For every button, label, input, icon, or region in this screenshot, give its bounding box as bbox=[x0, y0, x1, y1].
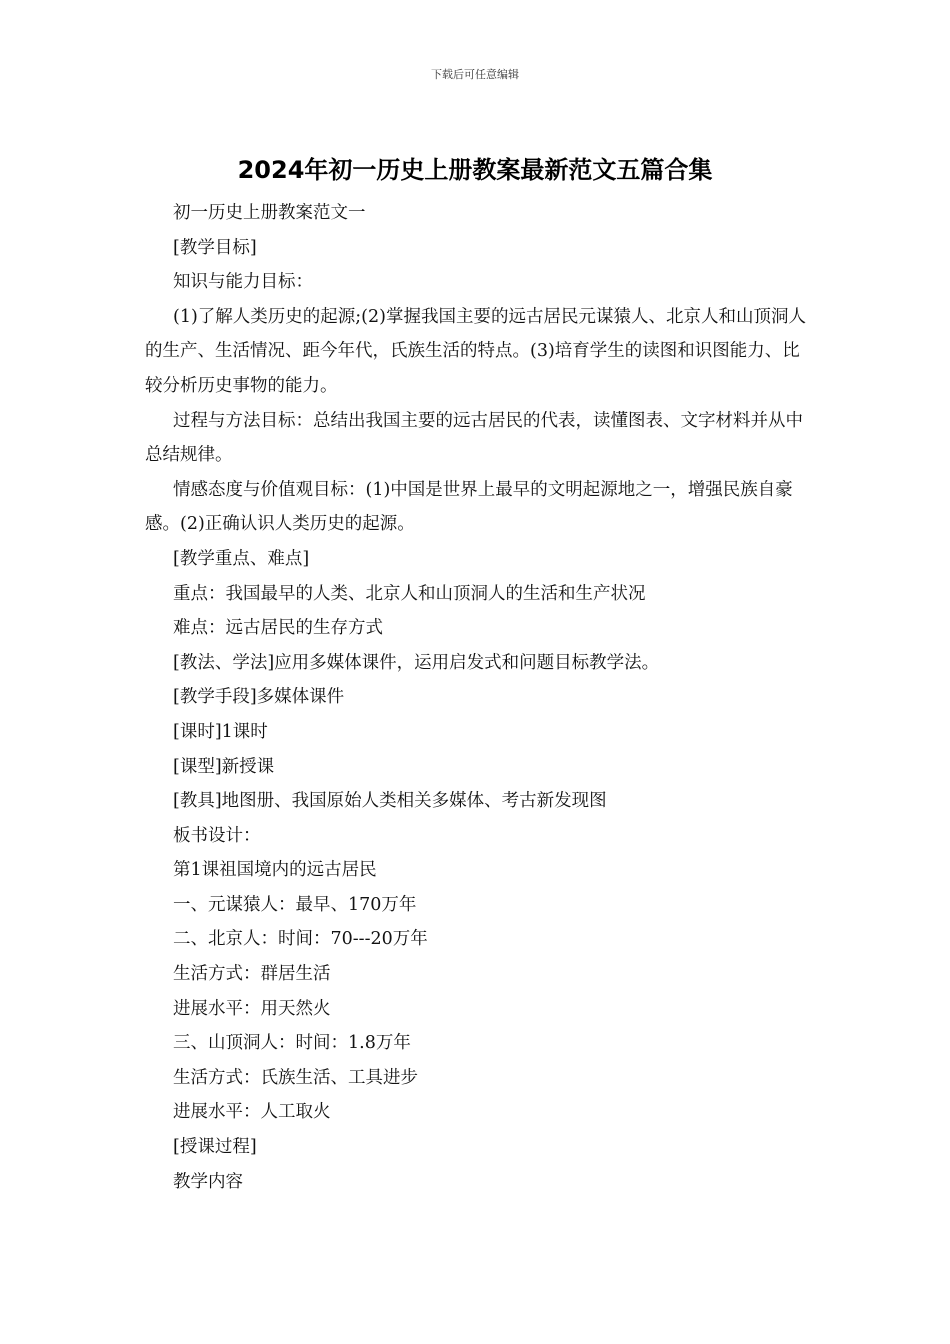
board-line: 二、北京人：时间：70---20万年 bbox=[173, 929, 428, 950]
paragraph-knowledge-goals: (1)了解人类历史的起源;(2)掌握我国主要的远古居民元谋猿人、北京人和山顶洞人的生产、生活情况、距今年代，氏族生活的特点。(3)培育学生的读图和识图能力、比较分析历史事物的能力。 bbox=[145, 306, 806, 396]
document-title: 2024年初一历史上册教案最新范文五篇合集 bbox=[237, 156, 713, 184]
paragraph-methods: [教法、学法]应用多媒体课件，运用启发式和问题目标教学法。 bbox=[173, 652, 660, 673]
board-line: 一、元谋猿人：最早、170万年 bbox=[173, 894, 417, 915]
board-line: 生活方式：群居生活 bbox=[173, 964, 331, 985]
subheading-key-points: [教学重点、难点] bbox=[173, 548, 310, 569]
board-line: 进展水平：用天然火 bbox=[173, 998, 331, 1019]
paragraph-hours: [课时]1课时 bbox=[173, 721, 268, 742]
paragraph-teaching-content: 教学内容 bbox=[173, 1171, 243, 1192]
paragraph-teaching-aids: [教具]地图册、我国原始人类相关多媒体、考古新发现图 bbox=[173, 791, 607, 812]
paragraph-lesson-type: [课型]新授课 bbox=[173, 756, 275, 777]
subheading-lesson-process: [授课过程] bbox=[173, 1137, 257, 1158]
subheading-teaching-goals: [教学目标] bbox=[173, 237, 257, 258]
paragraph-emotion-goals: 情感态度与价值观目标：(1)中国是世界上最早的文明起源地之一，增强民族自豪感。(2)正确认识人类历史的起源。 bbox=[145, 479, 793, 535]
board-line: 三、山顶洞人：时间：1.8万年 bbox=[173, 1033, 411, 1054]
paragraph-key-point: 重点：我国最早的人类、北京人和山顶洞人的生活和生产状况 bbox=[173, 583, 646, 604]
paragraph-means: [教学手段]多媒体课件 bbox=[173, 687, 345, 708]
page-header-note: 下载后可任意编辑 bbox=[431, 68, 519, 81]
document-body bbox=[145, 196, 807, 1199]
subheading-board-design: 板书设计： bbox=[173, 825, 261, 846]
subheading-knowledge-goals: 知识与能力目标： bbox=[173, 272, 313, 293]
board-line: 生活方式：氏族生活、工具进步 bbox=[173, 1067, 418, 1088]
paragraph-difficulty: 难点：远古居民的生存方式 bbox=[173, 618, 383, 639]
board-line: 进展水平：人工取火 bbox=[173, 1102, 331, 1123]
paragraph-process-goals: 过程与方法目标：总结出我国主要的远古居民的代表，读懂图表、文字材料并从中总结规律。 bbox=[145, 410, 803, 466]
board-line: 第1课祖国境内的远古居民 bbox=[173, 860, 377, 881]
section-heading: 初一历史上册教案范文一 bbox=[173, 203, 366, 223]
